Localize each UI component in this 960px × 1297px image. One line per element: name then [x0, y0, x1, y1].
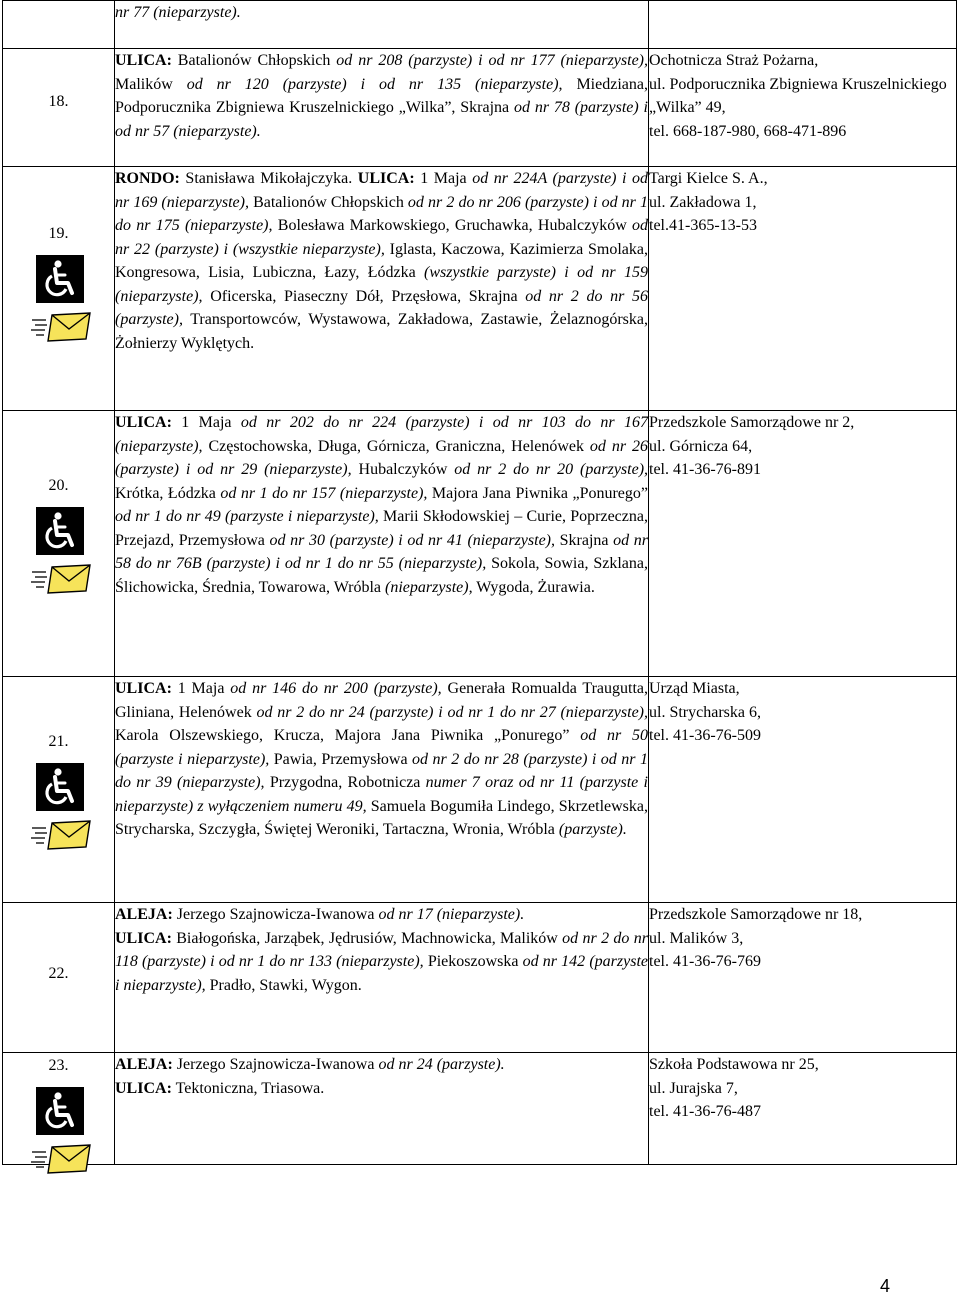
commission-name: Urząd Miasta, — [649, 680, 740, 697]
number-range-text: od nr 2 do nr 206 (parzyste) i od nr 1 do nr 175 (nieparzyste), — [115, 193, 649, 234]
streets-cell — [115, 411, 649, 677]
number-range-text: od nr 58 do nr 76B (parzyste) i od nr 1 do nr 55 (nieparzyste), — [115, 531, 648, 572]
number-range-text: od nr 50 (parzyste i nieparzyste), — [115, 727, 648, 768]
commission-cell — [649, 49, 957, 167]
street-names-text: Majora Jana Piwnika „Ponurego” — [427, 484, 648, 502]
commission-address: ul. Podporucznika Zbigniewa Kruszelnickiego „Wilka” 49, — [649, 75, 947, 116]
street-names-text: Malików — [115, 75, 187, 93]
district-number-cell — [3, 903, 115, 1053]
street-names-text: 1 Maja — [414, 170, 473, 187]
commission-phone: tel. 668-187-980, 668-471-896 — [649, 122, 847, 140]
commission-address: ul. Zakładowa 1, — [649, 193, 757, 211]
commission-phone: tel. 41-36-76-769 — [649, 953, 761, 970]
wheelchair-accessible-icon — [36, 1087, 84, 1135]
street-names-text: Miedziana, Podporucznika Zbigniewa Kruszelnickiego „Wilka”, Skrajna — [115, 75, 648, 116]
district-number-cell — [3, 411, 115, 677]
district-number: 18. — [48, 93, 69, 110]
number-range-text: od nr 2 do nr 20 (parzyste), — [454, 461, 649, 478]
commission-address: ul. Malików 3, — [649, 929, 744, 947]
number-range-text: (nieparzyste), — [385, 578, 473, 596]
commission-name: Ochotnicza Straż Pożarna, — [649, 52, 819, 69]
street-names-text: Karola Olszewskiego, Krucza, Majora Jana Piwnika „Ponurego” — [115, 727, 581, 744]
street-names-text: Batalionów Chłopskich — [248, 193, 408, 211]
number-range-text: (wszystkie parzyste) i od nr 159 (nieparzyste), — [115, 264, 649, 305]
number-range-text: od nr 2 do nr 118 (parzyste) i od nr 1 do nr 133 (nieparzyste), — [115, 929, 649, 970]
district-number: 23. — [48, 1057, 69, 1074]
commission-cell — [649, 903, 957, 1053]
street-names-text: Pradło, Stawki, Wygon. — [205, 976, 362, 994]
street-names-text: Sokola, Sowia, Szklana, Ślichowicka, Średnia, Towarowa, Wróbla — [115, 555, 648, 596]
street-names-text: 1 Maja — [171, 680, 231, 697]
streets-cell — [115, 903, 649, 1053]
mail-vote-icon — [30, 1143, 92, 1175]
street-names-text: Batalionów Chłopskich — [171, 52, 337, 69]
number-range-text: od nr 2 do nr 28 (parzyste) i od nr 1 do nr 39 (nieparzyste), — [115, 750, 648, 791]
street-names-text: Skrajna — [555, 531, 614, 549]
street-names-text: Samuela Bogumiła Lindego, Skrzetlewska, Strycharska, Szczygła, Świętej Weroniki, Tartaczna, Wronia, Wróbla — [115, 797, 649, 838]
number-range-text: od nr 1 do nr 49 (parzyste i nieparzyste), — [115, 508, 379, 525]
street-type-label: ALEJA: — [115, 1056, 173, 1073]
commission-cell — [649, 167, 957, 411]
mail-vote-icon — [30, 819, 92, 851]
street-names-text: Bolesława Markowskiego, Gruchawka, Hubalczyków — [272, 217, 632, 234]
street-type-label: ULICA: — [357, 170, 415, 187]
commission-name: Targi Kielce S. A., — [649, 170, 768, 187]
page-number: 4 — [880, 1276, 891, 1296]
number-range-text: od nr 224A (parzyste) i od nr 169 (nieparzyste), — [115, 170, 649, 211]
street-names-text: Generała Romualda Traugutta, Gliniana, Helenówek — [115, 680, 649, 721]
district-number: 22. — [48, 965, 69, 982]
district-row — [3, 411, 957, 677]
district-number-cell — [3, 167, 115, 411]
district-row — [3, 903, 957, 1053]
commission-phone: tel. 41-36-76-487 — [649, 1103, 761, 1120]
wheelchair-accessible-icon — [36, 255, 84, 303]
street-names-text: Iglasta, Kaczowa, Kazimierza Smolaka, Kongresowa, Lisia, Lubiczna, Łazy, Łódzka — [115, 240, 649, 281]
street-names-text: Wygoda, Żurawia. — [472, 578, 595, 596]
district-number: 21. — [48, 733, 69, 750]
district-number: 19. — [48, 225, 69, 242]
commission-name: Przedszkole Samorządowe nr 2, — [649, 414, 855, 431]
commission-cell — [649, 411, 957, 677]
commission-address: ul. Górnicza 64, — [649, 437, 753, 455]
mail-vote-icon — [30, 311, 92, 343]
streets-cell — [115, 677, 649, 903]
district-number: 20. — [48, 477, 69, 494]
street-names-text: Białogońska, Jarząbek, Jędrusiów, Machnowicka, Malików — [171, 929, 563, 947]
street-type-label: ULICA: — [115, 1079, 172, 1097]
commission-cell — [649, 1, 957, 49]
number-range-text: od nr 78 (parzyste) i od nr 57 (nieparzyste). — [115, 99, 649, 140]
wheelchair-accessible-icon — [36, 763, 84, 811]
district-number-cell — [3, 1053, 115, 1165]
number-range-text: od nr 120 (parzyste) i od nr 135 (nieparzyste), — [186, 75, 563, 93]
street-names-text: Transportowców, Wystawowa, Zakładowa, Zastawie, Żelaznogórska, Żołnierzy Wyklętych. — [115, 311, 648, 352]
streets-cell — [115, 167, 649, 411]
number-range-text: od nr 208 (parzyste) i od nr 177 (nieparzyste), — [336, 52, 649, 69]
commission-address: ul. Jurajska 7, — [649, 1079, 738, 1097]
district-row — [3, 49, 957, 167]
street-names-text: Pawia, Przemysłowa — [269, 750, 413, 768]
street-names-text: 1 Maja — [171, 414, 241, 431]
street-names-text: Przygodna, Robotnicza — [264, 774, 426, 791]
number-range-text: od nr 26 (parzyste) i od nr 29 (nieparzyste), — [115, 437, 648, 478]
commission-phone: tel.41-365-13-53 — [649, 217, 757, 234]
number-cell — [3, 1, 115, 49]
street-names-text: Marii Skłodowskiej – Curie, Poprzeczna, Przejazd, Przemysłowa — [115, 508, 648, 549]
mail-vote-icon — [30, 563, 92, 595]
street-type-label: ULICA: — [115, 680, 172, 697]
number-range-text: od nr 142 (parzyste i nieparzyste), — [115, 953, 648, 994]
street-type-label: ULICA: — [115, 52, 172, 69]
number-range-text: od nr 24 (parzyste). — [378, 1056, 505, 1073]
commission-name: Przedszkole Samorządowe nr 18, — [649, 906, 863, 923]
table-row — [3, 1, 957, 49]
street-type-label: RONDO: — [115, 170, 180, 187]
commission-name: Szkoła Podstawowa nr 25, — [649, 1056, 819, 1073]
street-names-text: Częstochowska, Długa, Górnicza, Graniczna, Helenówek — [202, 437, 590, 455]
street-names-text: Tektoniczna, Triasowa. — [171, 1079, 325, 1097]
number-range-text: od nr 30 (parzyste) i od nr 41 (nieparzyste), — [269, 531, 555, 549]
commission-cell — [649, 677, 957, 903]
number-range-text: od nr 202 do nr 224 (parzyste) i od nr 103 do nr 167 (nieparzyste), — [115, 414, 648, 455]
number-range-text: od nr 1 do nr 157 (nieparzyste), — [220, 484, 428, 502]
commission-phone: tel. 41-36-76-509 — [649, 727, 761, 744]
commission-address: ul. Strycharska 6, — [649, 703, 761, 721]
street-type-label: ALEJA: — [115, 906, 173, 923]
number-range-text: od nr 2 do nr 56 (parzyste), — [115, 287, 648, 328]
district-number-cell — [3, 49, 115, 167]
street-names-text: Hubalczyków — [351, 461, 455, 478]
number-range-text: numer 7 oraz od nr 11 (parzyste i nieparzyste) z wyłączeniem numeru 49, — [115, 774, 648, 815]
number-range-text: (parzyste). — [558, 821, 627, 838]
street-names-text: Stanisława Mikołajczyka. — [179, 170, 358, 187]
street-type-label: ULICA: — [115, 414, 172, 431]
district-row — [3, 1053, 957, 1165]
district-number-cell — [3, 677, 115, 903]
wheelchair-accessible-icon — [36, 507, 84, 555]
street-names-text: Oficerska, Piaseczny Dół, Przęsłowa, Skrajna — [202, 287, 526, 305]
streets-cell — [115, 49, 649, 167]
district-row — [3, 677, 957, 903]
number-range-text: od nr 146 do nr 200 (parzyste), — [230, 680, 442, 697]
street-names-text: Piekoszowska — [423, 953, 523, 970]
number-range-text: od nr 2 do nr 24 (parzyste) i od nr 1 do nr 27 (nieparzyste), — [256, 703, 649, 721]
commission-cell — [649, 1053, 957, 1165]
street-type-label: ULICA: — [115, 929, 172, 947]
street-names-text: Jerzego Szajnowicza-Iwanowa — [172, 1056, 379, 1073]
streets-cell — [115, 1053, 649, 1165]
districts-table — [2, 0, 957, 1165]
street-names-text: Jerzego Szajnowicza-Iwanowa — [172, 906, 379, 923]
number-range-text: od nr 22 (parzyste) i (wszystkie nieparzyste), — [115, 217, 648, 258]
top-fragment: nr 77 (nieparzyste). — [115, 1, 649, 49]
commission-phone: tel. 41-36-76-891 — [649, 461, 761, 478]
number-range-text: od nr 17 (nieparzyste). — [378, 906, 525, 923]
street-names-text: Krótka, Łódzka — [115, 484, 221, 502]
district-row — [3, 167, 957, 411]
